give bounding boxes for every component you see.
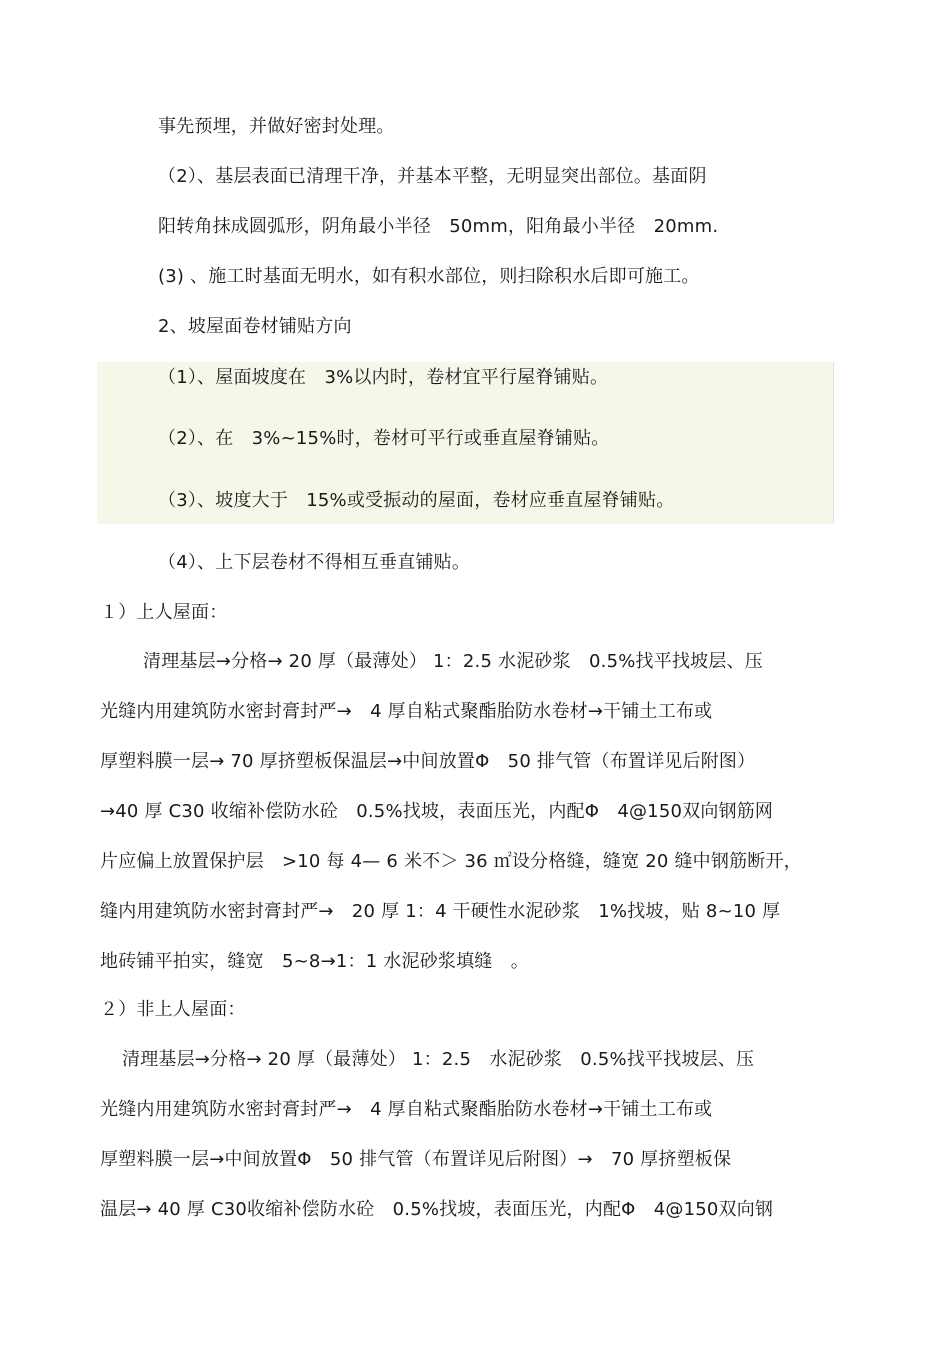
paragraph-line: 事先预埋，并做好密封处理。 bbox=[158, 116, 395, 137]
paragraph-line: （2）、基层表面已清理干净，并基本平整，无明显突出部位。基面阴 bbox=[158, 166, 707, 187]
paragraph-line: 地砖铺平拍实，缝宽 5~8→1：1 水泥砂浆填缝 。 bbox=[100, 951, 529, 972]
paragraph-line: 清理基层→分格→ 20 厚（最薄处） 1：2.5 水泥砂浆 0.5%找平找坡层、压 bbox=[143, 651, 763, 672]
section-heading: 2、坡屋面卷材铺贴方向 bbox=[158, 316, 352, 337]
paragraph-line: 光缝内用建筑防水密封膏封严→ 4 厚自粘式聚酯胎防水卷材→干铺土工布或 bbox=[100, 1099, 713, 1120]
paragraph-line: 厚塑料膜一层→中间放置Φ 50 排气管（布置详见后附图）→ 70 厚挤塑板保 bbox=[100, 1149, 732, 1170]
paragraph-line: （4）、上下层卷材不得相互垂直铺贴。 bbox=[158, 552, 471, 573]
paragraph-line: 温层→ 40 厚 C30收缩补偿防水砼 0.5%找坡，表面压光，内配Φ 4@150双向钢 bbox=[100, 1199, 774, 1220]
paragraph-line: (3) 、施工时基面无明水，如有积水部位，则扫除积水后即可施工。 bbox=[158, 266, 700, 287]
paragraph-line: 清理基层→分格→ 20 厚（最薄处） 1：2.5 水泥砂浆 0.5%找平找坡层、压 bbox=[122, 1049, 755, 1070]
paragraph-line: 片应偏上放置保护层 >10 每 4— 6 米不＞ 36 ㎡设分格缝，缝宽 20 缝中钢筋断开， bbox=[100, 851, 802, 872]
subsection-heading: ２）非上人屋面： bbox=[100, 999, 246, 1020]
paragraph-line: →40 厚 C30 收缩补偿防水砼 0.5%找坡，表面压光，内配Φ 4@150双向钢筋网 bbox=[100, 801, 774, 822]
paragraph-line: 缝内用建筑防水密封膏封严→ 20 厚 1：4 干硬性水泥砂浆 1%找坡，贴 8~10 厚 bbox=[100, 901, 781, 922]
paragraph-line: 厚塑料膜一层→ 70 厚挤塑板保温层→中间放置Φ 50 排气管（布置详见后附图） bbox=[100, 751, 756, 772]
subsection-heading: １）上人屋面： bbox=[100, 602, 228, 623]
paragraph-line: （2）、在 3%~15%时，卷材可平行或垂直屋脊铺贴。 bbox=[158, 428, 610, 449]
paragraph-line: （3）、坡度大于 15%或受振动的屋面，卷材应垂直屋脊铺贴。 bbox=[158, 490, 675, 511]
paragraph-line: 阳转角抹成圆弧形，阴角最小半径 50mm，阳角最小半径 20mm. bbox=[158, 216, 719, 237]
paragraph-line: 光缝内用建筑防水密封膏封严→ 4 厚自粘式聚酯胎防水卷材→干铺土工布或 bbox=[100, 701, 713, 722]
paragraph-line: （1）、屋面坡度在 3%以内时，卷材宜平行屋脊铺贴。 bbox=[158, 367, 609, 388]
